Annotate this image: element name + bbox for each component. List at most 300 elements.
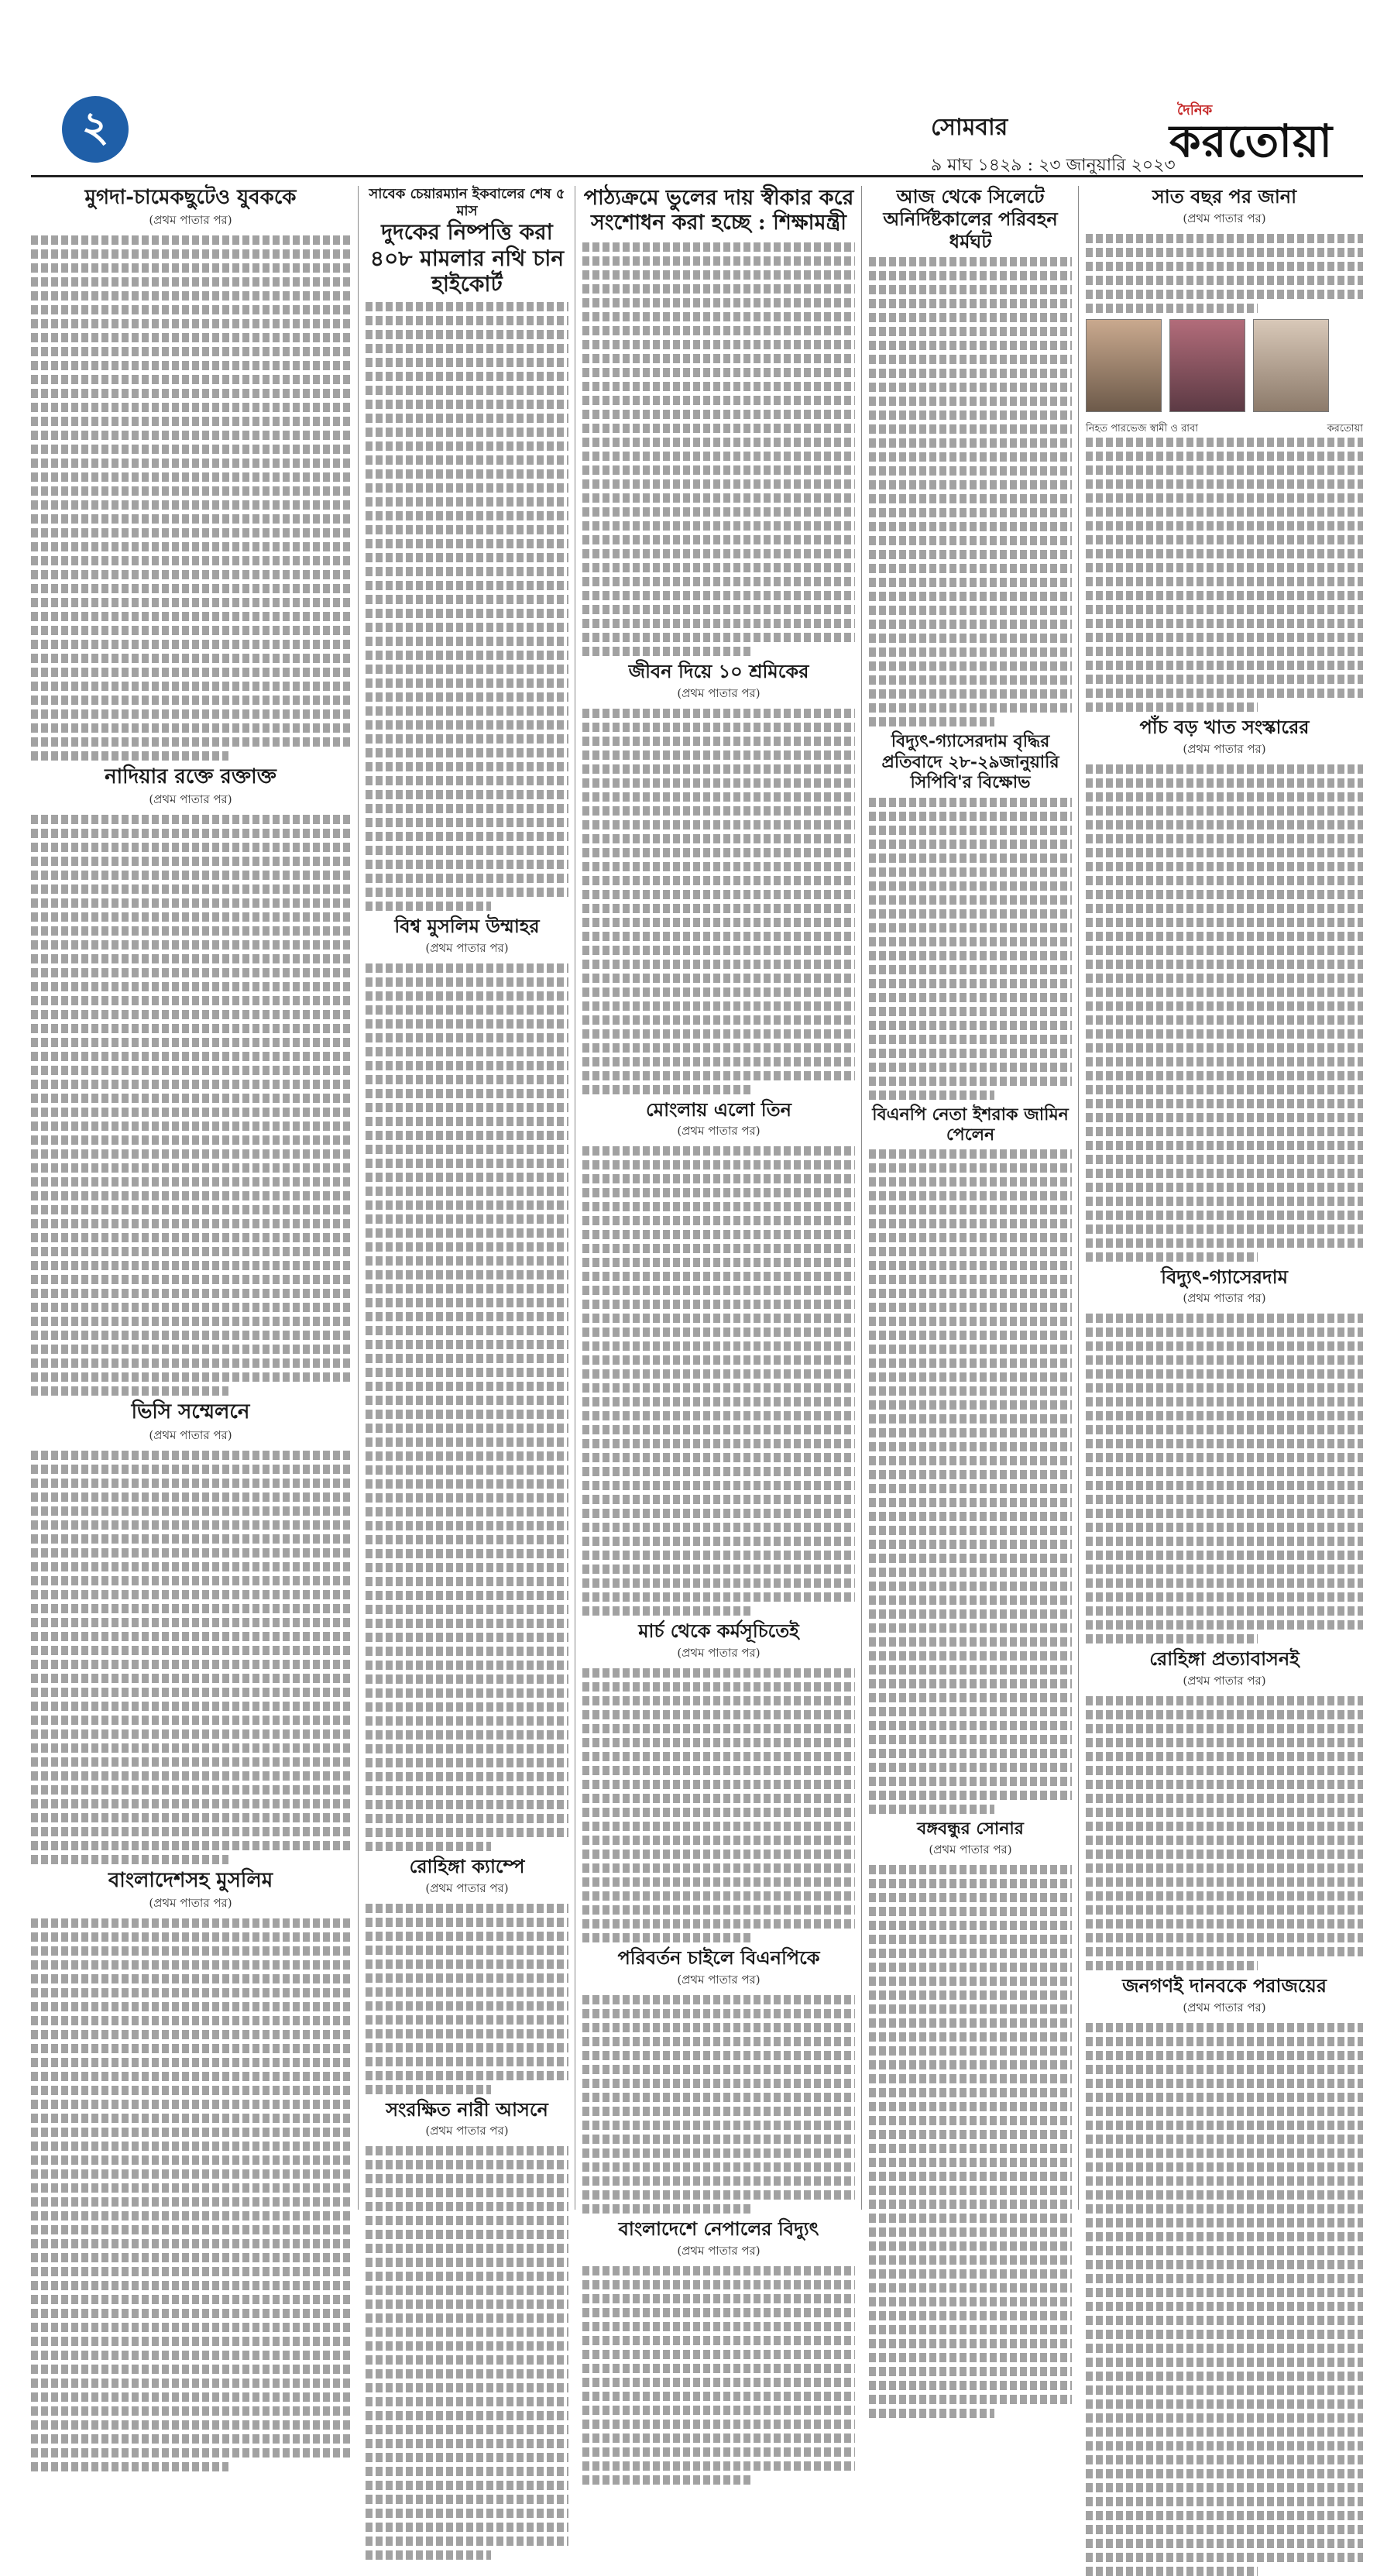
text-line (869, 689, 1072, 699)
text-line (31, 1702, 350, 1711)
text-line (1086, 862, 1363, 871)
text-line (31, 2183, 350, 2193)
photo-credit: করতোয়া (1327, 422, 1363, 434)
text-line (31, 1317, 350, 1326)
text-line (1086, 2553, 1363, 2562)
text-line (582, 633, 855, 642)
text-line (1086, 1961, 1258, 1970)
text-line (31, 1534, 350, 1544)
text-line (1086, 507, 1363, 517)
text-line (31, 640, 350, 649)
text-line (366, 2230, 568, 2239)
text-line (869, 2088, 1072, 2097)
text-line (31, 431, 350, 440)
text-line (366, 1493, 568, 1503)
text-line (366, 977, 568, 987)
article-body (582, 1995, 855, 2214)
text-line (1086, 2190, 1363, 2200)
text-line (1086, 2107, 1363, 2116)
text-line (869, 452, 1072, 462)
text-line (366, 1828, 568, 1837)
text-line (366, 1061, 568, 1070)
text-line (1086, 248, 1363, 257)
text-line (869, 1317, 1072, 1326)
text-line (31, 2295, 350, 2304)
text-line (869, 1707, 1072, 1716)
continued-label: (প্রথম পাতার পর) (149, 1427, 232, 1442)
text-line (31, 1386, 228, 1396)
text-line (31, 954, 350, 963)
text-line (869, 1331, 1072, 1340)
continued-label: (প্রথম পাতার পর) (1183, 741, 1266, 756)
text-line (582, 1272, 855, 1281)
text-line (582, 876, 855, 885)
text-line (582, 2009, 855, 2018)
text-line (366, 2057, 568, 2066)
column-divider (861, 186, 862, 2210)
text-line (582, 1537, 855, 1546)
text-line (582, 1592, 855, 1602)
text-line (1086, 633, 1363, 642)
text-line (366, 1688, 568, 1698)
text-line (31, 2211, 350, 2221)
text-line (1086, 2469, 1363, 2478)
article-body (1086, 1314, 1363, 1643)
text-line (582, 1578, 855, 1588)
text-line (869, 257, 1072, 266)
text-line (869, 1879, 1072, 1888)
text-line (1086, 290, 1363, 299)
text-line (31, 1827, 350, 1836)
text-line (31, 347, 350, 356)
text-line (1086, 946, 1363, 955)
text-line (582, 577, 855, 586)
text-line (366, 832, 568, 841)
text-line (869, 1247, 1072, 1256)
headline-five-sectors: পাঁচ বড় খাত সংস্কারের (1139, 715, 1310, 738)
text-line (366, 2481, 568, 2490)
text-line (1086, 2246, 1363, 2255)
text-line (366, 1730, 568, 1740)
headline-ten-workers: জীবন দিয়ে ১০ শ্রমিকের (628, 659, 809, 682)
text-line (31, 1688, 350, 1697)
text-line (31, 277, 350, 287)
text-line (582, 1495, 855, 1504)
text-line (582, 1188, 855, 1197)
text-line (869, 937, 1072, 946)
text-line (366, 595, 568, 604)
text-line (366, 1535, 568, 1544)
text-line (1086, 2218, 1363, 2227)
text-line (869, 867, 1072, 877)
text-line (31, 1492, 350, 1502)
portrait-photo (1253, 319, 1329, 412)
text-line (869, 2241, 1072, 2251)
portrait-photo (1169, 319, 1245, 412)
text-line (1086, 2344, 1363, 2353)
page-number-badge (62, 96, 129, 163)
text-line (869, 1990, 1072, 2000)
text-line (31, 682, 350, 691)
text-line (31, 926, 350, 936)
text-line (1086, 1933, 1363, 1942)
text-line (869, 2214, 1072, 2223)
text-line (366, 2355, 568, 2365)
text-line (31, 2142, 350, 2151)
headline-seven-years: সাত বছর পর জানা (1152, 185, 1297, 208)
column-4 (869, 186, 1072, 2210)
text-line (366, 1959, 568, 1969)
text-line (869, 1303, 1072, 1312)
text-line (366, 469, 568, 479)
text-line (31, 486, 350, 496)
text-line (31, 751, 228, 761)
text-line (582, 1300, 855, 1309)
text-line (31, 1358, 350, 1368)
text-line (869, 1749, 1072, 1758)
headline-bangladesh-muslim: বাংলাদেশসহ মুসলিম (108, 1868, 273, 1892)
text-line (582, 410, 855, 419)
text-line (582, 1780, 855, 1789)
text-line (1086, 304, 1258, 313)
text-line (366, 1946, 568, 1955)
text-line (1086, 1863, 1363, 1873)
text-line (582, 1467, 855, 1476)
text-line (869, 1907, 1072, 1916)
text-line (1086, 932, 1363, 941)
text-line (366, 511, 568, 520)
text-line (366, 2467, 568, 2476)
text-line (1086, 1710, 1363, 1719)
text-line (582, 960, 855, 969)
text-line (31, 1372, 350, 1382)
text-line (31, 1191, 350, 1200)
text-line (366, 2439, 568, 2448)
text-line (31, 871, 350, 880)
text-line (869, 1623, 1072, 1633)
article-body (366, 1904, 568, 2094)
text-line (366, 1047, 568, 1056)
text-line (366, 818, 568, 827)
text-line (1086, 1564, 1363, 1574)
text-line (1086, 2176, 1363, 2186)
text-line (582, 1411, 855, 1420)
text-line (869, 2060, 1072, 2069)
text-line (366, 2509, 568, 2518)
text-line (869, 1893, 1072, 1902)
continued-label: (প্রথম পাতার পর) (149, 1895, 232, 1910)
text-line (869, 1091, 994, 1100)
text-line (31, 1960, 350, 1970)
text-line (366, 344, 568, 353)
text-line (366, 651, 568, 660)
text-line (869, 592, 1072, 601)
text-line (1086, 2399, 1363, 2409)
text-line (366, 720, 568, 730)
text-line (869, 341, 1072, 350)
text-line (366, 2146, 568, 2155)
text-line (869, 2353, 1072, 2362)
text-line (366, 2071, 568, 2080)
page-number: ২ (81, 102, 109, 151)
text-line (366, 1507, 568, 1516)
text-line (869, 564, 1072, 573)
continued-label: (প্রথম পাতার পর) (677, 1124, 761, 1139)
text-line (582, 1808, 855, 1817)
text-line (869, 2018, 1072, 2028)
text-line (869, 313, 1072, 322)
text-line (582, 354, 855, 363)
headline-bangabandhu: বঙ্গবন্ধুর সোনার (917, 1819, 1024, 1839)
text-line (1086, 2121, 1363, 2130)
text-line (1086, 1822, 1363, 1831)
text-line (31, 1660, 350, 1669)
article-body (31, 815, 350, 1396)
text-line (31, 1646, 350, 1655)
headline-power-gas-price: বিদ্যুৎ-গ্যাসেরদাম (1161, 1265, 1288, 1288)
text-line (366, 1256, 568, 1266)
text-line (582, 723, 855, 732)
text-line (869, 1007, 1072, 1016)
text-line (582, 2308, 855, 2317)
text-line (366, 1075, 568, 1084)
headline-mongla: মোংলায় এলো তিন (646, 1097, 791, 1121)
text-line (31, 1932, 350, 1942)
article-body (869, 798, 1072, 1100)
text-line (31, 389, 350, 398)
text-line (582, 1696, 855, 1705)
text-line (1086, 1369, 1363, 1379)
text-line (1086, 1113, 1363, 1122)
text-line (1086, 234, 1363, 243)
text-line (1086, 1183, 1363, 1192)
text-line (582, 535, 855, 544)
text-line (869, 550, 1072, 559)
continued-label: (প্রথম পাতার পর) (1183, 1291, 1266, 1306)
text-line (582, 737, 855, 746)
text-line (1086, 2204, 1363, 2214)
text-line (31, 1604, 350, 1613)
text-line (366, 1228, 568, 1238)
text-line (366, 1702, 568, 1712)
text-line (31, 1261, 350, 1270)
article-body (1086, 234, 1363, 313)
text-line (582, 1057, 855, 1066)
text-line (582, 1286, 855, 1295)
text-line (366, 483, 568, 493)
article-body (31, 1918, 350, 2471)
text-line (31, 528, 350, 538)
text-line (582, 2392, 855, 2401)
article-body (869, 1149, 1072, 1814)
text-line (869, 2283, 1072, 2293)
text-line (1086, 876, 1363, 885)
text-line (1086, 974, 1363, 983)
text-line (366, 1298, 568, 1307)
text-line (31, 1946, 350, 1956)
text-line (582, 1863, 855, 1873)
text-line (869, 1191, 1072, 1200)
text-line (869, 2102, 1072, 2111)
text-line (582, 1160, 855, 1170)
text-line (869, 1777, 1072, 1786)
text-line (582, 1905, 855, 1915)
text-line (366, 888, 568, 897)
text-line (1086, 1509, 1363, 1518)
text-line (366, 1800, 568, 1809)
headline-people-defeat-monster: জনগণই দানবকে পরাজয়ের (1122, 1974, 1327, 1997)
text-line (31, 2462, 228, 2471)
text-line (31, 1813, 350, 1822)
text-line (1086, 1877, 1363, 1887)
text-line (366, 748, 568, 757)
text-line (31, 1345, 350, 1354)
text-line (31, 1918, 350, 1928)
text-line (869, 979, 1072, 988)
text-line (869, 881, 1072, 891)
text-line (366, 1674, 568, 1684)
text-line (869, 2325, 1072, 2334)
text-line (366, 2286, 568, 2295)
text-line (366, 2397, 568, 2406)
text-line (31, 1743, 350, 1753)
text-line (1086, 1836, 1363, 1845)
text-line (582, 1001, 855, 1011)
headline-march-program: মার্চ থেকে কর্মসূচিতেই (638, 1619, 799, 1643)
kicker-iqbal: সাবেক চেয়ারম্যান ইকবালের শেষ ৫ মাস (369, 186, 565, 219)
text-line (1086, 2162, 1363, 2172)
text-line (582, 340, 855, 349)
continued-label: (প্রথম পাতার পর) (149, 792, 232, 807)
text-line (366, 1661, 568, 1670)
text-line (1086, 1794, 1363, 1803)
text-line (582, 1230, 855, 1239)
text-line (1086, 890, 1363, 899)
text-line (869, 1526, 1072, 1535)
article-body (869, 257, 1072, 726)
text-line (31, 829, 350, 838)
text-line (582, 2107, 855, 2116)
text-line (1086, 2232, 1363, 2241)
text-line (366, 1424, 568, 1433)
text-line (869, 1035, 1072, 1044)
text-line (1086, 1467, 1363, 1476)
text-line (582, 1995, 855, 2004)
text-line (366, 302, 568, 311)
text-line (1086, 1766, 1363, 1775)
text-line (1086, 2065, 1363, 2074)
headline-vc-conference: ভিসি সম্মেলনে (131, 1400, 250, 1424)
text-line (582, 2280, 855, 2289)
text-line (366, 1368, 568, 1377)
text-line (582, 1822, 855, 1831)
continued-label: (প্রথম পাতার পর) (1183, 211, 1266, 225)
text-line (582, 2190, 855, 2200)
text-line (366, 2327, 568, 2337)
text-line (582, 1752, 855, 1761)
text-line (366, 1284, 568, 1293)
text-line (366, 2244, 568, 2253)
text-line (869, 1149, 1072, 1159)
text-line (366, 1563, 568, 1572)
issue-day: সোমবার (931, 114, 1008, 141)
text-line (366, 860, 568, 869)
text-line (366, 1326, 568, 1335)
text-line (582, 1085, 751, 1094)
text-line (31, 459, 350, 468)
text-line (1086, 1327, 1363, 1337)
text-line (1086, 1523, 1363, 1532)
text-line (366, 1633, 568, 1642)
text-line (582, 270, 855, 280)
text-line (366, 316, 568, 325)
text-line (1086, 2441, 1363, 2451)
text-line (582, 1258, 855, 1267)
text-line (31, 737, 350, 747)
text-line (869, 1289, 1072, 1298)
continued-label: (প্রথম পাতার পর) (1183, 1674, 1266, 1688)
text-line (582, 987, 855, 997)
text-line (31, 2392, 350, 2402)
article-body (582, 709, 855, 1094)
text-line (582, 2079, 855, 2088)
text-line (582, 465, 855, 475)
text-line (1086, 438, 1363, 447)
text-line (366, 1312, 568, 1321)
text-line (31, 612, 350, 621)
text-line (31, 556, 350, 565)
text-line (1086, 2051, 1363, 2060)
text-line (869, 424, 1072, 434)
text-line (31, 2239, 350, 2248)
text-line (582, 1216, 855, 1225)
text-line (31, 1163, 350, 1173)
text-line (31, 333, 350, 342)
text-line (366, 2453, 568, 2462)
text-line (869, 536, 1072, 545)
text-line (1086, 792, 1363, 802)
photo-strip (1086, 319, 1363, 412)
text-line (582, 890, 855, 899)
text-line (869, 2269, 1072, 2279)
text-line (582, 284, 855, 294)
continued-label: (প্রথম পাতার পর) (149, 213, 232, 228)
text-line (582, 932, 855, 941)
text-line (366, 1145, 568, 1154)
text-line (31, 2365, 350, 2374)
text-line (1086, 2385, 1363, 2395)
text-line (31, 668, 350, 677)
text-line (869, 2200, 1072, 2209)
headline-mugda: মুগদা-চামেকছুটেও যুবককে (84, 186, 297, 209)
text-line (582, 1551, 855, 1560)
article-body (1086, 2023, 1363, 2576)
text-line (1086, 1397, 1363, 1406)
text-line (31, 235, 350, 245)
text-line (869, 951, 1072, 960)
text-line (869, 480, 1072, 489)
text-line (31, 709, 350, 719)
text-line (1086, 778, 1363, 788)
text-line (869, 1582, 1072, 1591)
text-line (366, 1033, 568, 1042)
text-line (582, 1509, 855, 1518)
text-line (366, 1814, 568, 1823)
text-line (31, 1331, 350, 1340)
text-line (366, 2015, 568, 2025)
text-line (31, 1520, 350, 1530)
text-line (31, 2448, 350, 2458)
